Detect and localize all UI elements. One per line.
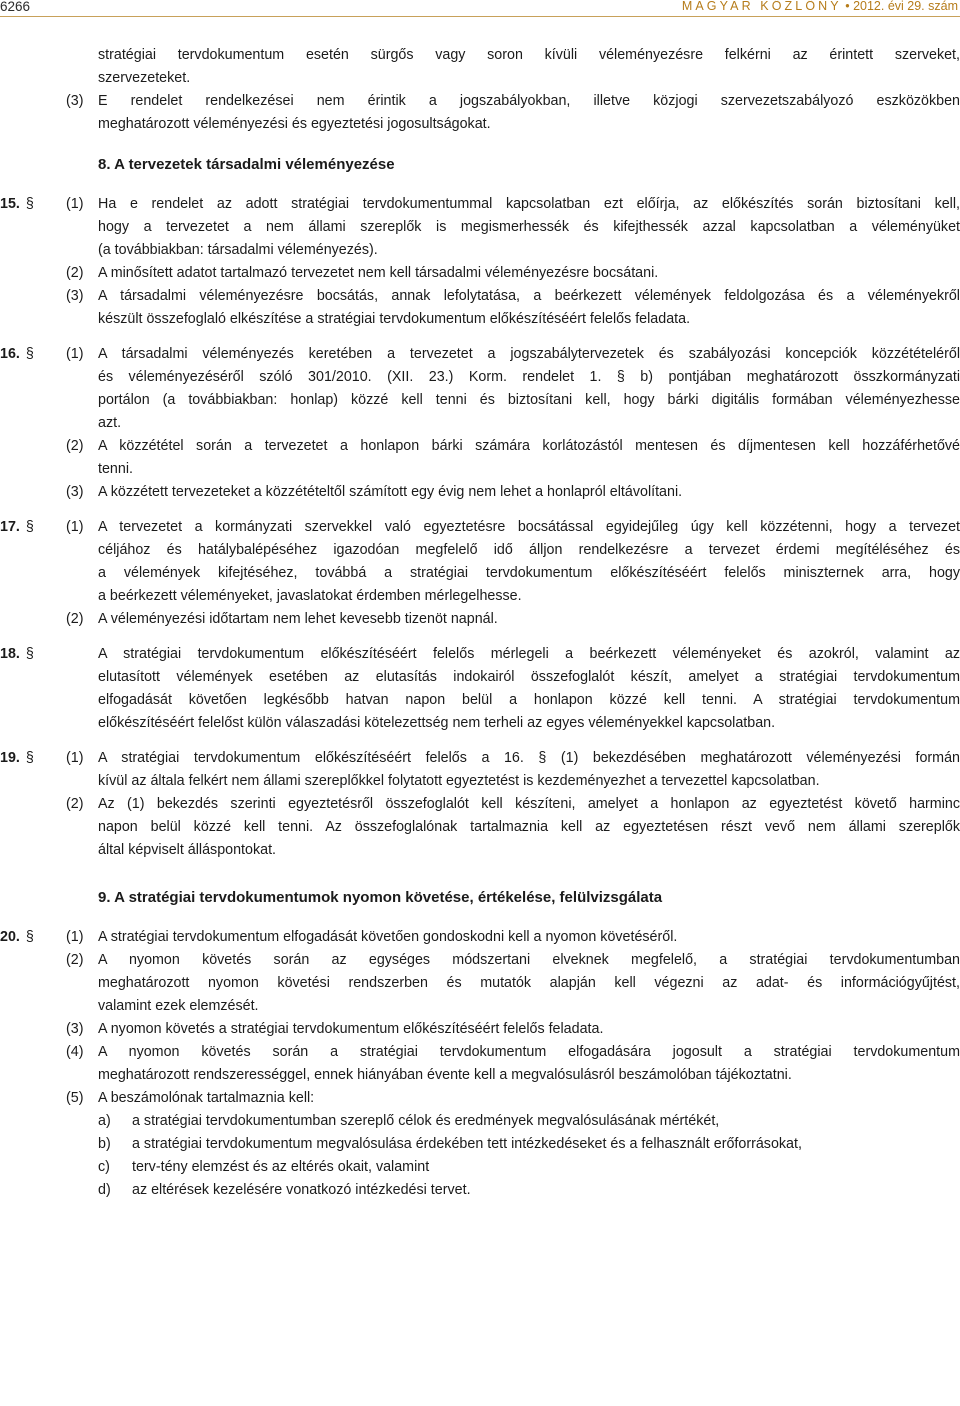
list-text: az eltérések kezelésére vonatkozó intézkedési tervet. bbox=[132, 1182, 471, 1198]
paragraph-line: meghatározott rendszerességgel, ennek hiányában évente kell a megvalósulásról beszámolóban tájékoztatni. bbox=[98, 1067, 792, 1083]
paragraph-number: (2) bbox=[66, 796, 84, 812]
paragraph-line: A nyomon követés a stratégiai tervdokumentum előkészítéséért felelős feladata. bbox=[98, 1021, 604, 1037]
paragraph-20-4 bbox=[0, 1041, 960, 1087]
paragraph-number: (3) bbox=[66, 288, 84, 304]
paragraph-number: (3) bbox=[66, 484, 84, 500]
paragraph-line: A társadalmi véleményezésre bocsátás, annak lefolytatása, a beérkezett vélemények feldolgozása és a véleményekről bbox=[98, 288, 960, 304]
page-number: 6266 bbox=[0, 0, 31, 14]
paragraph-line: azt. bbox=[98, 415, 122, 431]
paragraph-number: (2) bbox=[66, 611, 84, 627]
section-number: 16. § bbox=[0, 346, 34, 362]
intro-line: stratégiai tervdokumentum esetén sürgős vagy soron kívüli véleményezésre felkérni az érintett szerveket, bbox=[98, 47, 960, 63]
paragraph-line: A nyomon követés során az egységes módszertani elveknek megfelelő, a stratégiai tervdokumentumban bbox=[98, 952, 960, 968]
paragraph-number: (1) bbox=[66, 196, 84, 212]
section-16 bbox=[0, 343, 960, 435]
paragraph-line: A stratégiai tervdokumentum elfogadását követően gondoskodni kell a nyomon követéséről. bbox=[98, 929, 678, 945]
paragraph-number: (1) bbox=[66, 519, 84, 535]
paragraph-line: elutasított vélemények esetében az elutasítás indokairól összefoglalót készít, amelyet a stratégiai tervdokumentum bbox=[98, 669, 960, 685]
paragraph-line: A közzététel során a tervezetet a honlapon bárki számára korlátozástól mentesen és díjmentesen kell hozzáférhetővé bbox=[98, 438, 960, 454]
paragraph-line: A nyomon követés során a stratégiai tervdokumentum elfogadására jogosult a stratégiai tervdokumentum bbox=[98, 1044, 960, 1060]
paragraph-line: tenni. bbox=[98, 461, 133, 477]
list-letter: b) bbox=[98, 1136, 111, 1152]
separator-bullet: • bbox=[845, 0, 850, 13]
paragraph-line: A közzétett tervezeteket a közzétételtől számított egy évig nem lehet a honlapról eltávolítani. bbox=[98, 484, 683, 500]
paragraph-line: meghatározott nyomon követési rendszerben és mutatók alapján kell végezni az adat- és információgyűjtést, bbox=[98, 975, 960, 991]
section-heading-9: 9. A stratégiai tervdokumentumok nyomon követése, értékelése, felülvizsgálata bbox=[98, 889, 663, 906]
paragraph-20-5 bbox=[0, 1087, 960, 1110]
list-item bbox=[98, 1133, 960, 1156]
paragraph-line: Ha e rendelet az adott stratégiai tervdokumentummal kapcsolatban ezt előírja, az előkészítés során biztosítani kell, bbox=[98, 196, 960, 212]
section-heading-8: 8. A tervezetek társadalmi véleményezése bbox=[98, 156, 395, 173]
paragraph-number: (1) bbox=[66, 750, 84, 766]
paragraph-line: A társadalmi véleményezés keretében a tervezetet a jogszabálytervezetek és szabályozási koncepciók közzétételéről bbox=[98, 346, 960, 362]
paragraph-line: a vélemények kifejtéséhez, továbbá a stratégiai tervdokumentum előkészítéséért felelős miniszternek arra, hogy bbox=[98, 565, 960, 581]
paragraph-line: készült összefoglaló elkészítése a stratégiai tervdokumentum előkészítéséért felelős feladata. bbox=[98, 311, 691, 327]
paragraph-line: hogy a tervezetet a nem állami szereplők is megismerhessék és kifejthessék azzal kapcsolatban a véleményüket bbox=[98, 219, 960, 235]
paragraph-line: elfogadását követően legkésőbb hatvan napon belül a honlapon közzé kell tenni. A stratégiai tervdokumentum bbox=[98, 692, 960, 708]
paragraph-15-2 bbox=[0, 262, 960, 285]
paragraph-number: (1) bbox=[66, 346, 84, 362]
paragraph-line: A stratégiai tervdokumentum előkészítéséért felelős mérlegeli a beérkezett véleményeket és azokról, valamint az bbox=[98, 646, 960, 662]
paragraph-19-2 bbox=[0, 793, 960, 862]
section-number: 15. § bbox=[0, 196, 34, 212]
list-item bbox=[98, 1110, 960, 1133]
paragraph-number: (2) bbox=[66, 265, 84, 281]
issue-number: 2012. évi 29. szám bbox=[853, 0, 958, 13]
list-text: terv-tény elemzést és az eltérés okait, valamint bbox=[132, 1159, 430, 1175]
section-20 bbox=[0, 926, 960, 949]
paragraph-intro-3 bbox=[0, 90, 960, 136]
document-body bbox=[0, 44, 960, 1202]
list-letter: d) bbox=[98, 1182, 111, 1198]
paragraph-line: napon belül közzé kell tenni. Az összefoglalónak tartalmaznia kell az egyeztetésen részt vevő nem állami szereplők bbox=[98, 819, 960, 835]
paragraph-20-2 bbox=[0, 949, 960, 1018]
paragraph-number: (3) bbox=[66, 93, 84, 109]
list-text: a stratégiai tervdokumentumban szereplő célok és eredmények megvalósulásának mértékét, bbox=[132, 1113, 720, 1129]
section-15 bbox=[0, 193, 960, 262]
intro-line: szervezeteket. bbox=[98, 70, 191, 86]
paragraph-line: A beszámolónak tartalmaznia kell: bbox=[98, 1090, 315, 1106]
list-letter: c) bbox=[98, 1159, 110, 1175]
list-item bbox=[98, 1179, 960, 1202]
paragraph-number: (4) bbox=[66, 1044, 84, 1060]
section-19 bbox=[0, 747, 960, 793]
paragraph-line: céljához és hatálybalépéséhez igazodóan megfelelő idő álljon rendelkezésre a tervezet érdemi megítéléséhez és bbox=[98, 542, 960, 558]
journal-info bbox=[682, 0, 958, 13]
paragraph-line: A stratégiai tervdokumentum előkészítéséért felelős a 16. § (1) bekezdésében meghatározott véleményezési formán bbox=[98, 750, 960, 766]
page-header bbox=[0, 0, 960, 14]
section-17 bbox=[0, 516, 960, 608]
paragraph-line: A minősített adatot tartalmazó tervezetet nem kell társadalmi véleményezésre bocsátani. bbox=[98, 265, 659, 281]
paragraph-20-3 bbox=[0, 1018, 960, 1041]
section-number: 17. § bbox=[0, 519, 34, 535]
paragraph-line: portálon (a továbbiakban: honlap) közzé kell tenni és biztosítani kell, hogy bárki digitális formában véleményezhesse bbox=[98, 392, 960, 408]
paragraph-number: (5) bbox=[66, 1090, 84, 1106]
list-text: a stratégiai tervdokumentum megvalósulása érdekében tett intézkedéseket és a felhasznált erőforrásokat, bbox=[132, 1136, 802, 1152]
paragraph-line: kívül az általa felkért nem állami szereplőkkel folytatott egyeztetést is kezdeményezhet a tervezettel kapcsolatban. bbox=[98, 773, 820, 789]
paragraph-17-2 bbox=[0, 608, 960, 631]
section-number: 18. § bbox=[0, 646, 34, 662]
paragraph-15-3 bbox=[0, 285, 960, 331]
section-number: 20. § bbox=[0, 929, 34, 945]
paragraph-number: (2) bbox=[66, 438, 84, 454]
paragraph-line: előkészítéséért felelőst külön válaszadási kötelezettség nem terheli az egyes véleményekkel kapcsolatban. bbox=[98, 715, 776, 731]
paragraph-line: a beérkezett véleményeket, javaslatokat érdemben mérlegelhesse. bbox=[98, 588, 522, 604]
paragraph-line: meghatározott véleményezési és egyeztetési jogosultságokat. bbox=[98, 116, 491, 132]
list-letter: a) bbox=[98, 1113, 111, 1129]
paragraph-line: E rendelet rendelkezései nem érintik a jogszabályokban, illetve közjogi szervezetszabályozó eszközökben bbox=[98, 93, 960, 109]
section-18 bbox=[0, 643, 960, 735]
journal-title: MAGYAR KÖZLÖNY bbox=[681, 0, 842, 13]
paragraph-number: (1) bbox=[66, 929, 84, 945]
paragraph-line: (a továbbiakban: társadalmi véleményezés). bbox=[98, 242, 378, 258]
paragraph-line: Az (1) bekezdés szerinti egyeztetésről összefoglalót kell készíteni, amelyet a honlapon az egyeztetést követő harminc bbox=[98, 796, 960, 812]
paragraph-number: (3) bbox=[66, 1021, 84, 1037]
paragraph-line: A véleményezési időtartam nem lehet kevesebb tizenöt napnál. bbox=[98, 611, 498, 627]
header-divider bbox=[0, 16, 960, 17]
paragraph-line: és véleményezéséről szóló 301/2010. (XII. 23.) Korm. rendelet 1. § b) pontjában meghatározott összkormányzati bbox=[98, 369, 960, 385]
paragraph-line: valamint ezek elemzését. bbox=[98, 998, 259, 1014]
paragraph-16-2 bbox=[0, 435, 960, 481]
paragraph-line: A tervezetet a kormányzati szervekkel való egyeztetésre bocsátással egyidejűleg úgy kell közzétenni, hogy a tervezet bbox=[98, 519, 960, 535]
section-number: 19. § bbox=[0, 750, 34, 766]
list-item bbox=[98, 1156, 960, 1179]
paragraph-16-3 bbox=[0, 481, 960, 504]
paragraph-number: (2) bbox=[66, 952, 84, 968]
paragraph-line: által képviselt álláspontokat. bbox=[98, 842, 277, 858]
